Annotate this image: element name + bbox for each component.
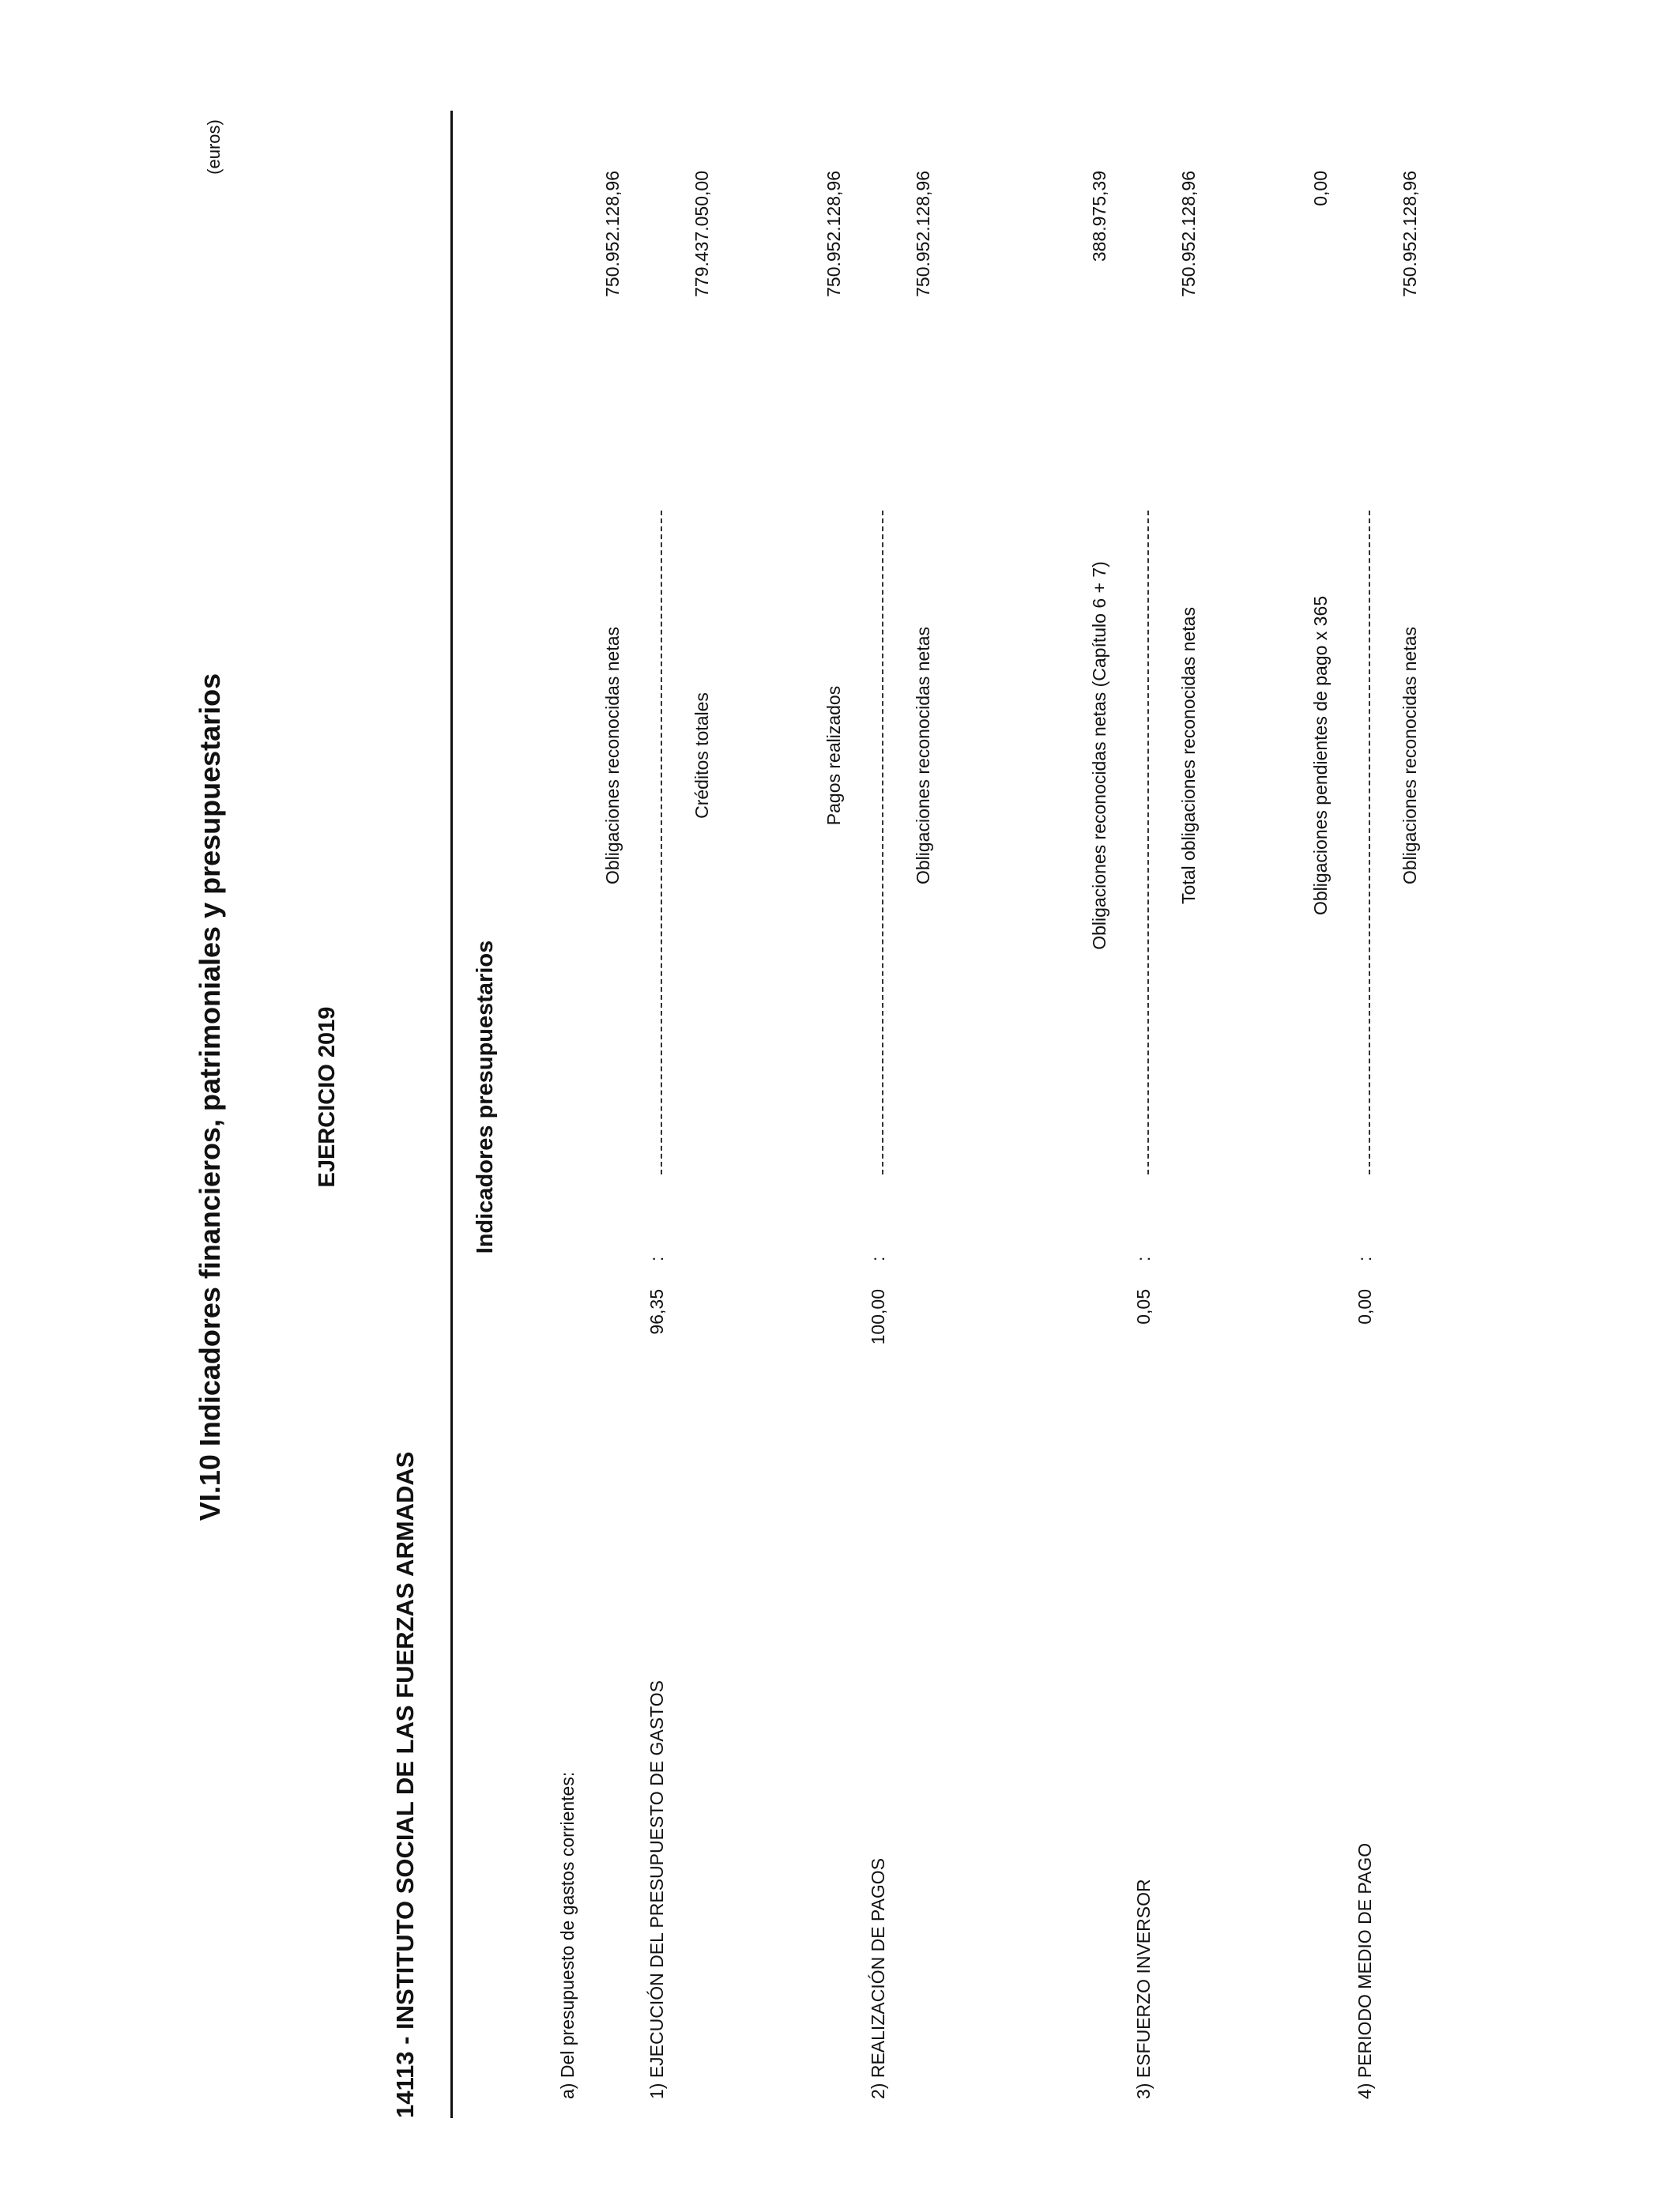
subsection-label: a) Del presupuesto de gastos corrientes: xyxy=(557,1771,578,2099)
indicator-denominator-value: 779.437.050,00 xyxy=(691,171,712,297)
fraction-line xyxy=(882,511,883,1174)
indicator-colon: : xyxy=(1133,1256,1154,1261)
indicator-numerator-value: 388.975,39 xyxy=(1089,171,1109,262)
fraction-line xyxy=(1369,511,1370,1174)
header-rule xyxy=(450,111,453,2118)
indicator-label: 1) EJECUCIÓN DEL PRESUPUESTO DE GASTOS xyxy=(646,1680,667,2099)
section-title: Indicadores presupuestarios xyxy=(473,940,498,1254)
fiscal-year: EJERCICIO 2019 xyxy=(315,1006,340,1188)
units-label: (euros) xyxy=(204,119,224,175)
indicator-numerator-label: Obligaciones pendientes de pago x 365 xyxy=(1310,595,1331,916)
indicator-numerator-label: Pagos realizados xyxy=(823,685,844,826)
indicator-denominator-value: 750.952.128,96 xyxy=(1399,171,1420,297)
indicator-value: 96,35 xyxy=(646,1289,667,1335)
indicator-colon: : xyxy=(646,1256,667,1261)
indicator-numerator-value: 0,00 xyxy=(1310,171,1331,206)
indicator-label: 3) ESFUERZO INVERSOR xyxy=(1133,1879,1154,2099)
indicator-denominator-label: Obligaciones reconocidas netas xyxy=(1399,626,1420,885)
indicator-numerator-label: Obligaciones reconocidas netas xyxy=(602,626,623,885)
indicator-numerator-value: 750.952.128,96 xyxy=(823,171,844,297)
indicator-denominator-value: 750.952.128,96 xyxy=(1178,171,1199,297)
indicator-denominator-label: Obligaciones reconocidas netas xyxy=(913,626,933,885)
indicator-colon: : xyxy=(868,1256,888,1261)
indicator-denominator-value: 750.952.128,96 xyxy=(913,171,933,297)
indicator-numerator-value: 750.952.128,96 xyxy=(602,171,623,297)
indicator-denominator-label: Créditos totales xyxy=(691,692,712,819)
indicator-value: 0,00 xyxy=(1354,1289,1375,1325)
report-title: VI.10 Indicadores financieros, patrimoniales y presupuestarios xyxy=(194,673,226,1521)
institution-name: 14113 - INSTITUTO SOCIAL DE LAS FUERZAS ARMADAS xyxy=(391,1451,419,2118)
indicator-label: 2) REALIZACIÓN DE PAGOS xyxy=(868,1857,888,2099)
indicator-value: 0,05 xyxy=(1133,1289,1154,1325)
indicator-denominator-label: Total obligaciones reconocidas netas xyxy=(1178,607,1199,904)
indicator-colon: : xyxy=(1354,1256,1375,1261)
indicator-value: 100,00 xyxy=(868,1289,888,1345)
indicator-numerator-label: Obligaciones reconocidas netas (Capítulo 6 + 7) xyxy=(1089,561,1109,950)
fraction-line xyxy=(661,511,662,1174)
indicator-label: 4) PERIODO MEDIO DE PAGO xyxy=(1354,1842,1375,2099)
fraction-line xyxy=(1147,511,1149,1174)
